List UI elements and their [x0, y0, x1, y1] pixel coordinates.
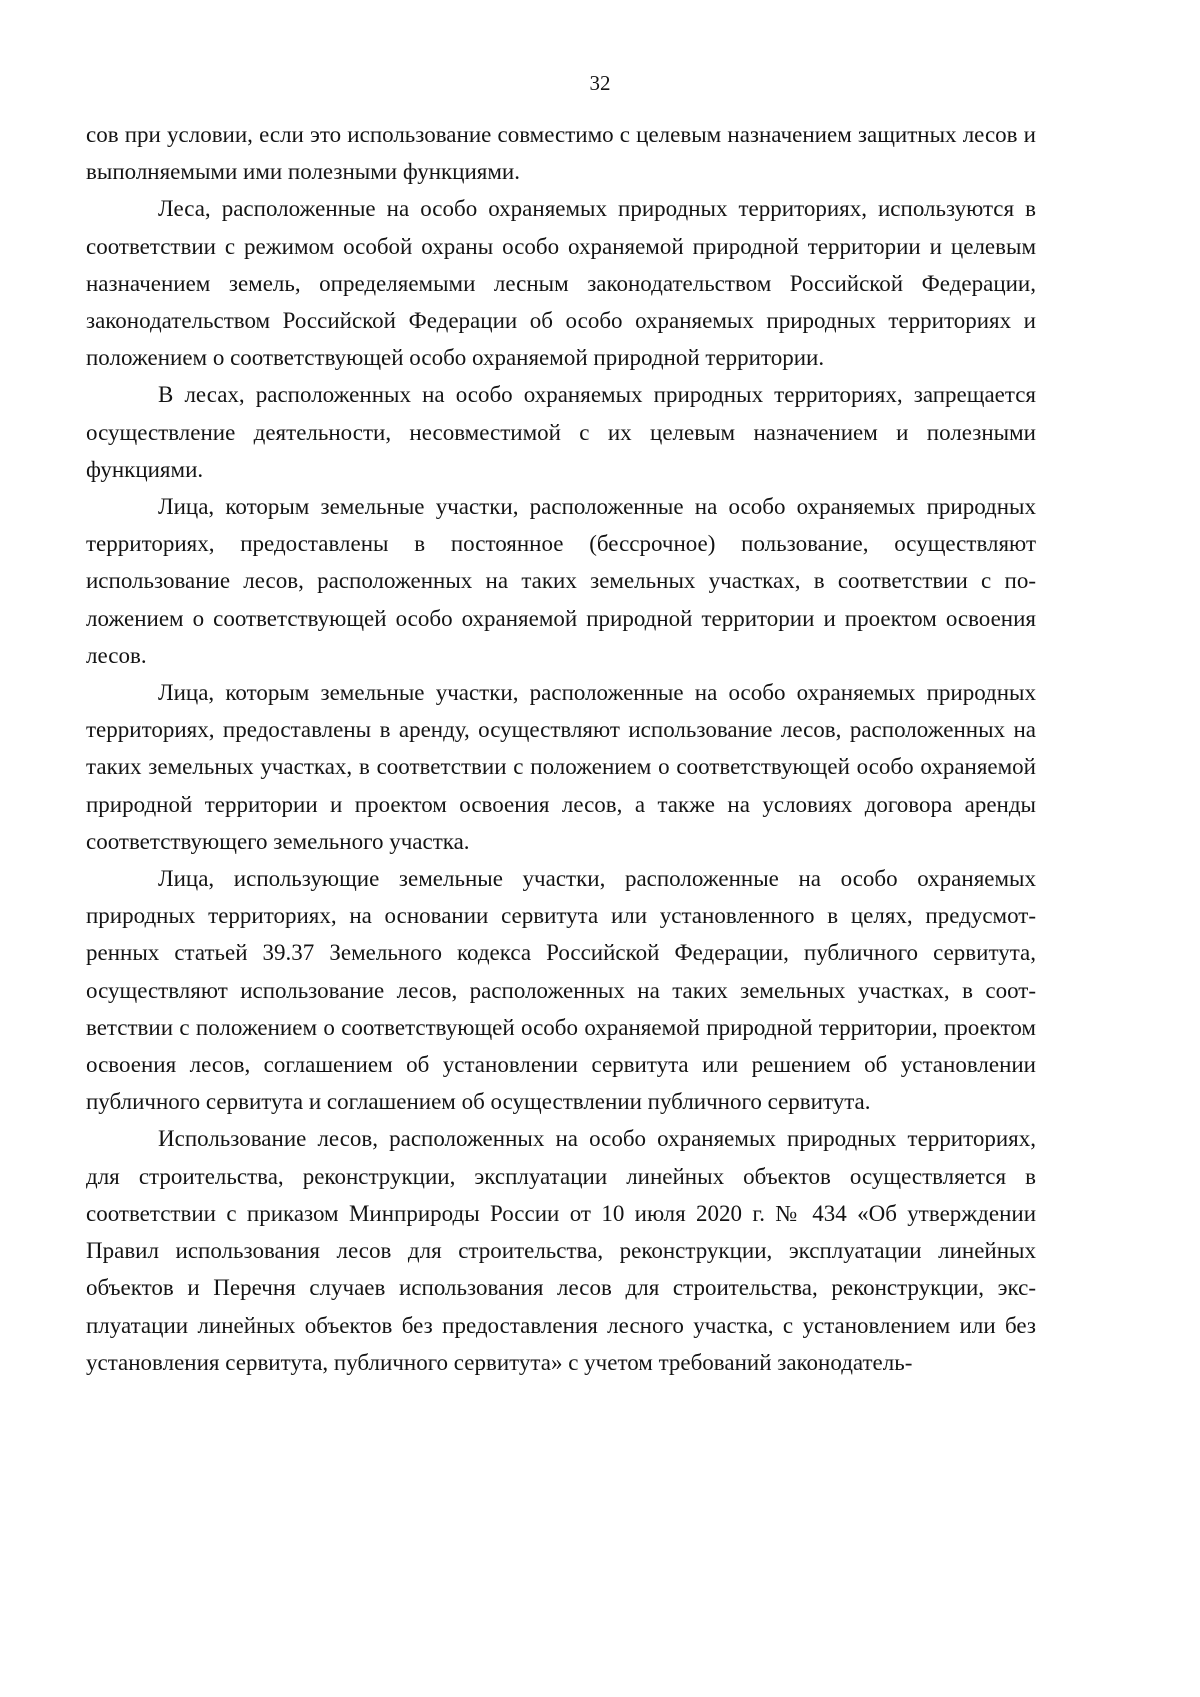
- paragraph: В лесах, расположенных на особо охраняемых природных территориях, запрещается осуществление деятельности, несовместимой с их целевым назначением и полезными функциями.: [86, 382, 1036, 482]
- paragraph: Лица, которым земельные участки, расположенные на особо охраняемых природных территориях, предоставлены в аренду, осуществляют использование лесов, расположенных на таких земельных участках, в соответствии с положением о соответствующей особо охраняемой природной территории и проектом освоения лесов, а также на условиях договора аренды соответствующего земельного участка.: [86, 680, 1036, 854]
- paragraph-continuation: сов при условии, если это использование совместимо с целевым назначением защитных лесов и выполняемыми ими полезными функциями.: [86, 122, 1036, 185]
- document-body: [86, 116, 1036, 1381]
- page-number: 32: [589, 71, 611, 95]
- paragraph: Использование лесов, расположенных на особо охраняемых природных территориях, для строительства, реконструкции, эксплуатации линейных объектов осуществляется в соответствии с приказом Минприроды России от 10 июля 2020 г. № 434 «Об утверждении Правил использования лесов для строительства, реконструкции, эксплуатации линейных объектов и Перечня случаев использования лесов для строительства, реконструкции, эксплуатации линейных объектов без предоставления лесного участка, с установлением или без установления сервитута, публичного сервитута» с учетом требований законодатель-: [86, 1126, 1036, 1375]
- paragraph: Лица, которым земельные участки, расположенные на особо охраняемых природных территориях, предоставлены в постоянное (бессрочное) пользование, осуществляют использование лесов, расположенных на таких земельных участках, в соответствии с положением о соответствующей особо охраняемой природной территории и проектом освоения лесов.: [86, 494, 1036, 668]
- paragraph: Лица, использующие земельные участки, расположенные на особо охраняемых природных территориях, на основании сервитута или установленного в целях, предусмотренных статьей 39.37 Земельного кодекса Российской Федерации, публичного сервитута, осуществляют использование лесов, расположенных на таких земельных участках, в соответствии с положением о соответствующей особо охраняемой природной территории, проектом освоения лесов, соглашением об установлении сервитута или решением об установлении публичного сервитута и соглашением об осуществлении публичного сервитута.: [86, 866, 1036, 1115]
- paragraph: Леса, расположенные на особо охраняемых природных территориях, используются в соответствии с режимом особой охраны особо охраняемой природной территории и целевым назначением земель, определяемыми лесным законодательством Российской Федерации, законодательством Российской Федерации об особо охраняемых природных территориях и положением о соответствующей особо охраняемой природной территории.: [86, 196, 1036, 371]
